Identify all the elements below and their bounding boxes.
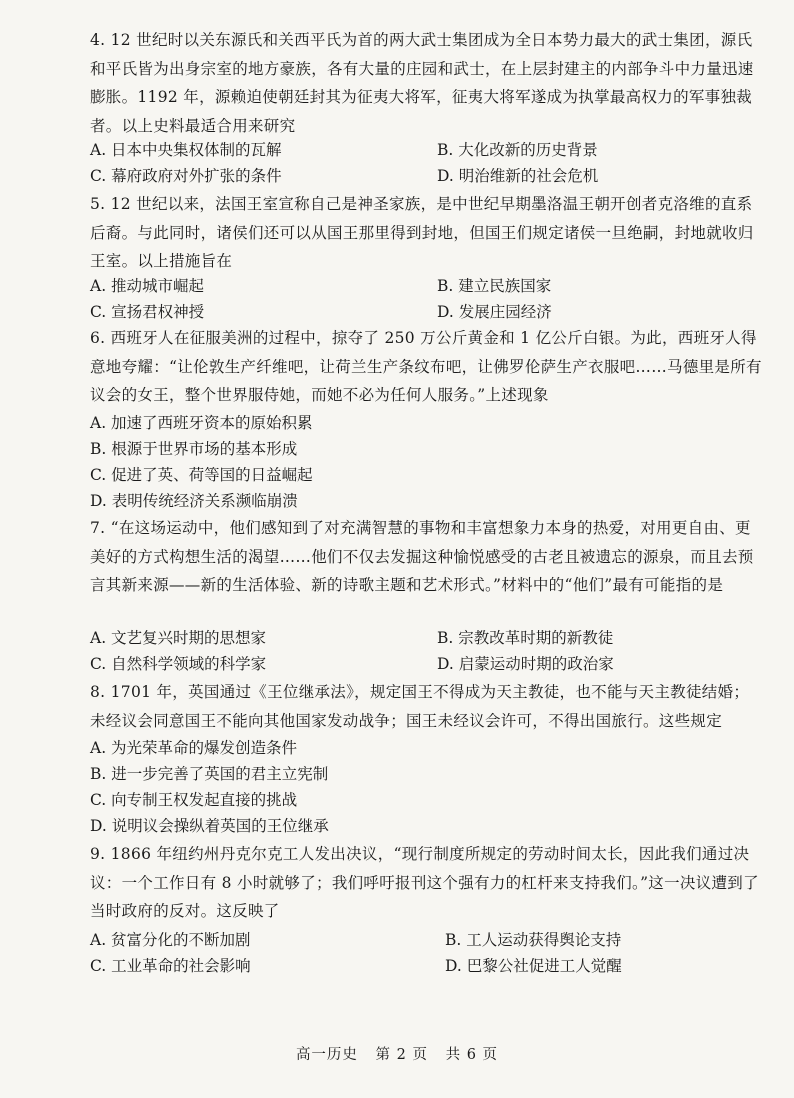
question-7-option-b: B. 宗教改革时期的新教徒 bbox=[437, 629, 614, 647]
question-8-option-a: A. 为光荣革命的爆发创造条件 bbox=[90, 739, 298, 757]
question-4-option-b: B. 大化改新的历史背景 bbox=[437, 141, 598, 159]
footer-total-pages: 共 6 页 bbox=[445, 1047, 499, 1063]
question-5-option-b: B. 建立民族国家 bbox=[437, 277, 552, 295]
footer-page-number: 第 2 页 bbox=[375, 1047, 428, 1063]
question-8-option-d: D. 说明议会操纵着英国的王位继承 bbox=[90, 817, 329, 835]
question-4-stem: 4. 12 世纪时以关东源氏和关西平氏为首的两大武士集团成为全日本势力最大的武士集团，源氏和平氏皆为出身宗室的地方豪族，各有大量的庄园和武士，在上层封建主的内部争斗中力量迅速膨胀。1192 年，源赖迫使朝廷封其为征夷大将军，征夷大将军遂成为执掌最高权力的军事独裁者。以上史料最适合用来研究 bbox=[90, 31, 754, 135]
question-5-stem: 5. 12 世纪以来，法国王室宣称自己是神圣家族，是中世纪早期墨洛温王朝开创者克洛维的直系后裔。与此同时，诸侯们还可以从国王那里得到封地，但国王们规定诸侯一旦绝嗣，封地就收归王室。以上措施旨在 bbox=[90, 195, 754, 270]
question-4-option-a: A. 日本中央集权体制的瓦解 bbox=[90, 141, 282, 159]
question-6-option-d: D. 表明传统经济关系濒临崩溃 bbox=[90, 492, 298, 510]
question-5-option-c: C. 宣扬君权神授 bbox=[90, 303, 205, 321]
question-4-option-d: D. 明治维新的社会危机 bbox=[437, 167, 599, 185]
question-7-option-c: C. 自然科学领域的科学家 bbox=[90, 655, 267, 673]
question-6-option-b: B. 根源于世界市场的基本形成 bbox=[90, 440, 298, 458]
page-footer bbox=[0, 1043, 794, 1064]
question-8-option-c: C. 向专制王权发起直接的挑战 bbox=[90, 791, 298, 809]
question-9-option-c: C. 工业革命的社会影响 bbox=[90, 957, 251, 975]
question-4-option-c: C. 幕府政府对外扩张的条件 bbox=[90, 167, 282, 185]
question-6-option-c: C. 促进了英、荷等国的日益崛起 bbox=[90, 466, 313, 484]
question-5-option-a: A. 推动城市崛起 bbox=[90, 277, 205, 295]
question-7-option-a: A. 文艺复兴时期的思想家 bbox=[90, 629, 267, 647]
question-8-stem: 8. 1701 年，英国通过《王位继承法》，规定国王不得成为天主教徒，也不能与天主教徒结婚；未经议会同意国王不能向其他国家发动战争；国王未经议会许可，不得出国旅行。这些规定 bbox=[90, 683, 750, 730]
question-7-stem: 7. “在这场运动中，他们感知到了对充满智慧的事物和丰富想象力本身的热爱，对用更自由、更美好的方式构想生活的渴望……他们不仅去发掘这种愉悦感受的古老且被遗忘的源泉，而且去预言其新来源——新的生活体验、新的诗歌主题和艺术形式。”材料中的“他们”最有可能指的是 bbox=[90, 519, 754, 594]
footer-subject: 高一历史 bbox=[295, 1047, 358, 1063]
question-9-stem: 9. 1866 年纽约州丹克尔克工人发出决议，“现行制度所规定的劳动时间太长，因此我们通过决议：一个工作日有 8 小时就够了；我们呼吁报刊这个强有力的杠杆来支持我们。”这一决议遭到了当时政府的反对。这反映了 bbox=[90, 845, 759, 920]
question-8-option-b: B. 进一步完善了英国的君主立宪制 bbox=[90, 765, 329, 783]
question-6-stem: 6. 西班牙人在征服美洲的过程中，掠夺了 250 万公斤黄金和 1 亿公斤白银。为此，西班牙人得意地夸耀：“让伦敦生产纤维吧，让荷兰生产条纹布吧，让佛罗伦萨生产衣服吧……马德里是所有议会的女王，整个世界服侍她，而她不必为任何人服务。”上述现象 bbox=[90, 329, 762, 404]
question-9-option-a: A. 贫富分化的不断加剧 bbox=[90, 931, 251, 949]
question-7-option-d: D. 启蒙运动时期的政治家 bbox=[437, 655, 614, 673]
question-5-option-d: D. 发展庄园经济 bbox=[437, 303, 552, 321]
question-9-option-d: D. 巴黎公社促进工人觉醒 bbox=[445, 957, 622, 975]
question-9-option-b: B. 工人运动获得舆论支持 bbox=[445, 931, 622, 949]
question-6-option-a: A. 加速了西班牙资本的原始积累 bbox=[90, 414, 313, 432]
